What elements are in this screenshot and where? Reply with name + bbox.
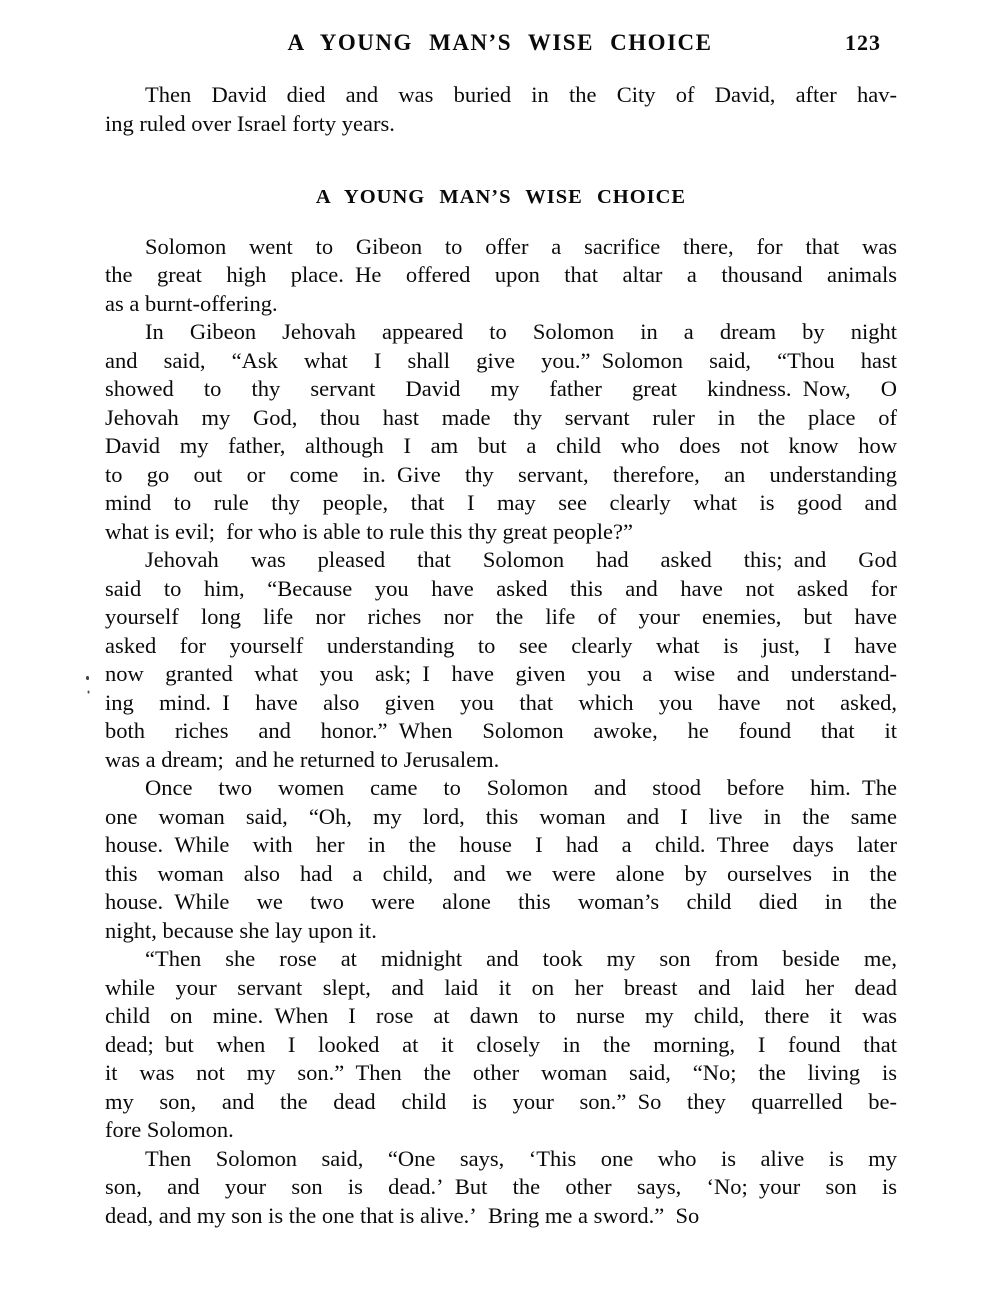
running-header [105, 30, 895, 58]
text-line: the great high place. He offered upon that altar a thousand animals [105, 262, 897, 287]
paragraph [105, 546, 897, 774]
text-line: was a dream; and he returned to Jerusalem. [105, 746, 500, 772]
paragraph [105, 774, 897, 945]
paragraph [105, 81, 897, 138]
text-line: yourself long life nor riches nor the life of your enemies, but have [105, 604, 897, 629]
text-line: house. While we two were alone this woman’s child died in the [105, 889, 897, 914]
text-line: showed to thy servant David my father great kindness. Now, O [105, 376, 897, 401]
text-line: Solomon went to Gibeon to offer a sacrifice there, for that was [145, 233, 897, 259]
running-header-title: A YOUNG MAN’S WISE CHOICE [287, 30, 713, 55]
text-line: son, and your son is dead.’ But the other says, ‘No; your son is [105, 1174, 897, 1199]
text-line: while your servant slept, and laid it on her breast and laid her dead [105, 974, 897, 1000]
text-line: Jehovah my God, thou hast made thy servant ruler in the place of [105, 404, 897, 430]
text-line: what is evil; for who is able to rule this thy great people?” [105, 518, 633, 544]
text-line: asked for yourself understanding to see clearly what is just, I have [105, 632, 897, 658]
paragraph [105, 318, 897, 546]
section-heading: A YOUNG MAN’S WISE CHOICE [315, 186, 687, 208]
text-line: child on mine. When I rose at dawn to nurse my child, there it was [105, 1003, 897, 1028]
text-line: to go out or come in. Give thy servant, therefore, an understanding [105, 461, 897, 487]
page-number: 123 [845, 30, 881, 55]
text-line: said to him, “Because you have asked this and have not asked for [105, 575, 897, 601]
text-line: one woman said, “Oh, my lord, this woman and I live in the same [105, 803, 897, 829]
paragraph [105, 945, 897, 1145]
text-line: this woman also had a child, and we were alone by ourselves in the [105, 860, 897, 886]
text-line: night, because she lay upon it. [105, 917, 377, 943]
text-line: Then Solomon said, “One says, ‘This one who is alive is my [145, 1145, 897, 1171]
text-line: as a burnt-offering. [105, 290, 278, 316]
paragraph [105, 1145, 897, 1231]
text-line: “Then she rose at midnight and took my son from beside me, [145, 946, 897, 971]
text-line: house. While with her in the house I had a child. Three days later [105, 832, 897, 857]
text-line: dead; but when I looked at it closely in the morning, I found that [105, 1031, 897, 1057]
text-line: David my father, although I am but a child who does not know how [105, 433, 897, 458]
text-line: ing mind. I have also given you that which you have not asked, [105, 689, 897, 715]
paragraph [105, 233, 897, 319]
text-line: Jehovah was pleased that Solomon had asked this; and God [145, 547, 897, 572]
text-line: dead, and my son is the one that is alive.’ Bring me a sword.” So [105, 1202, 700, 1228]
text-line: my son, and the dead child is your son.” So they quarrelled be- [105, 1088, 897, 1114]
text-line: ing ruled over Israel forty years. [105, 110, 395, 136]
page-body [105, 81, 897, 1230]
scan-ink-artifact [86, 676, 89, 680]
text-line: Once two women came to Solomon and stood before him. The [145, 775, 897, 800]
text-line: and said, “Ask what I shall give you.” Solomon said, “Thou hast [105, 347, 897, 373]
text-line: In Gibeon Jehovah appeared to Solomon in a dream by night [145, 319, 897, 344]
text-line: both riches and honor.” When Solomon awoke, he found that it [105, 718, 897, 743]
text-line: it was not my son.” Then the other woman said, “No; the living is [105, 1060, 897, 1085]
text-line: mind to rule thy people, that I may see clearly what is good and [105, 490, 897, 515]
text-line: fore Solomon. [105, 1117, 234, 1142]
text-line: Then David died and was buried in the City of David, after hav- [145, 82, 897, 107]
text-line: now granted what you ask; I have given you a wise and understand- [105, 661, 897, 686]
